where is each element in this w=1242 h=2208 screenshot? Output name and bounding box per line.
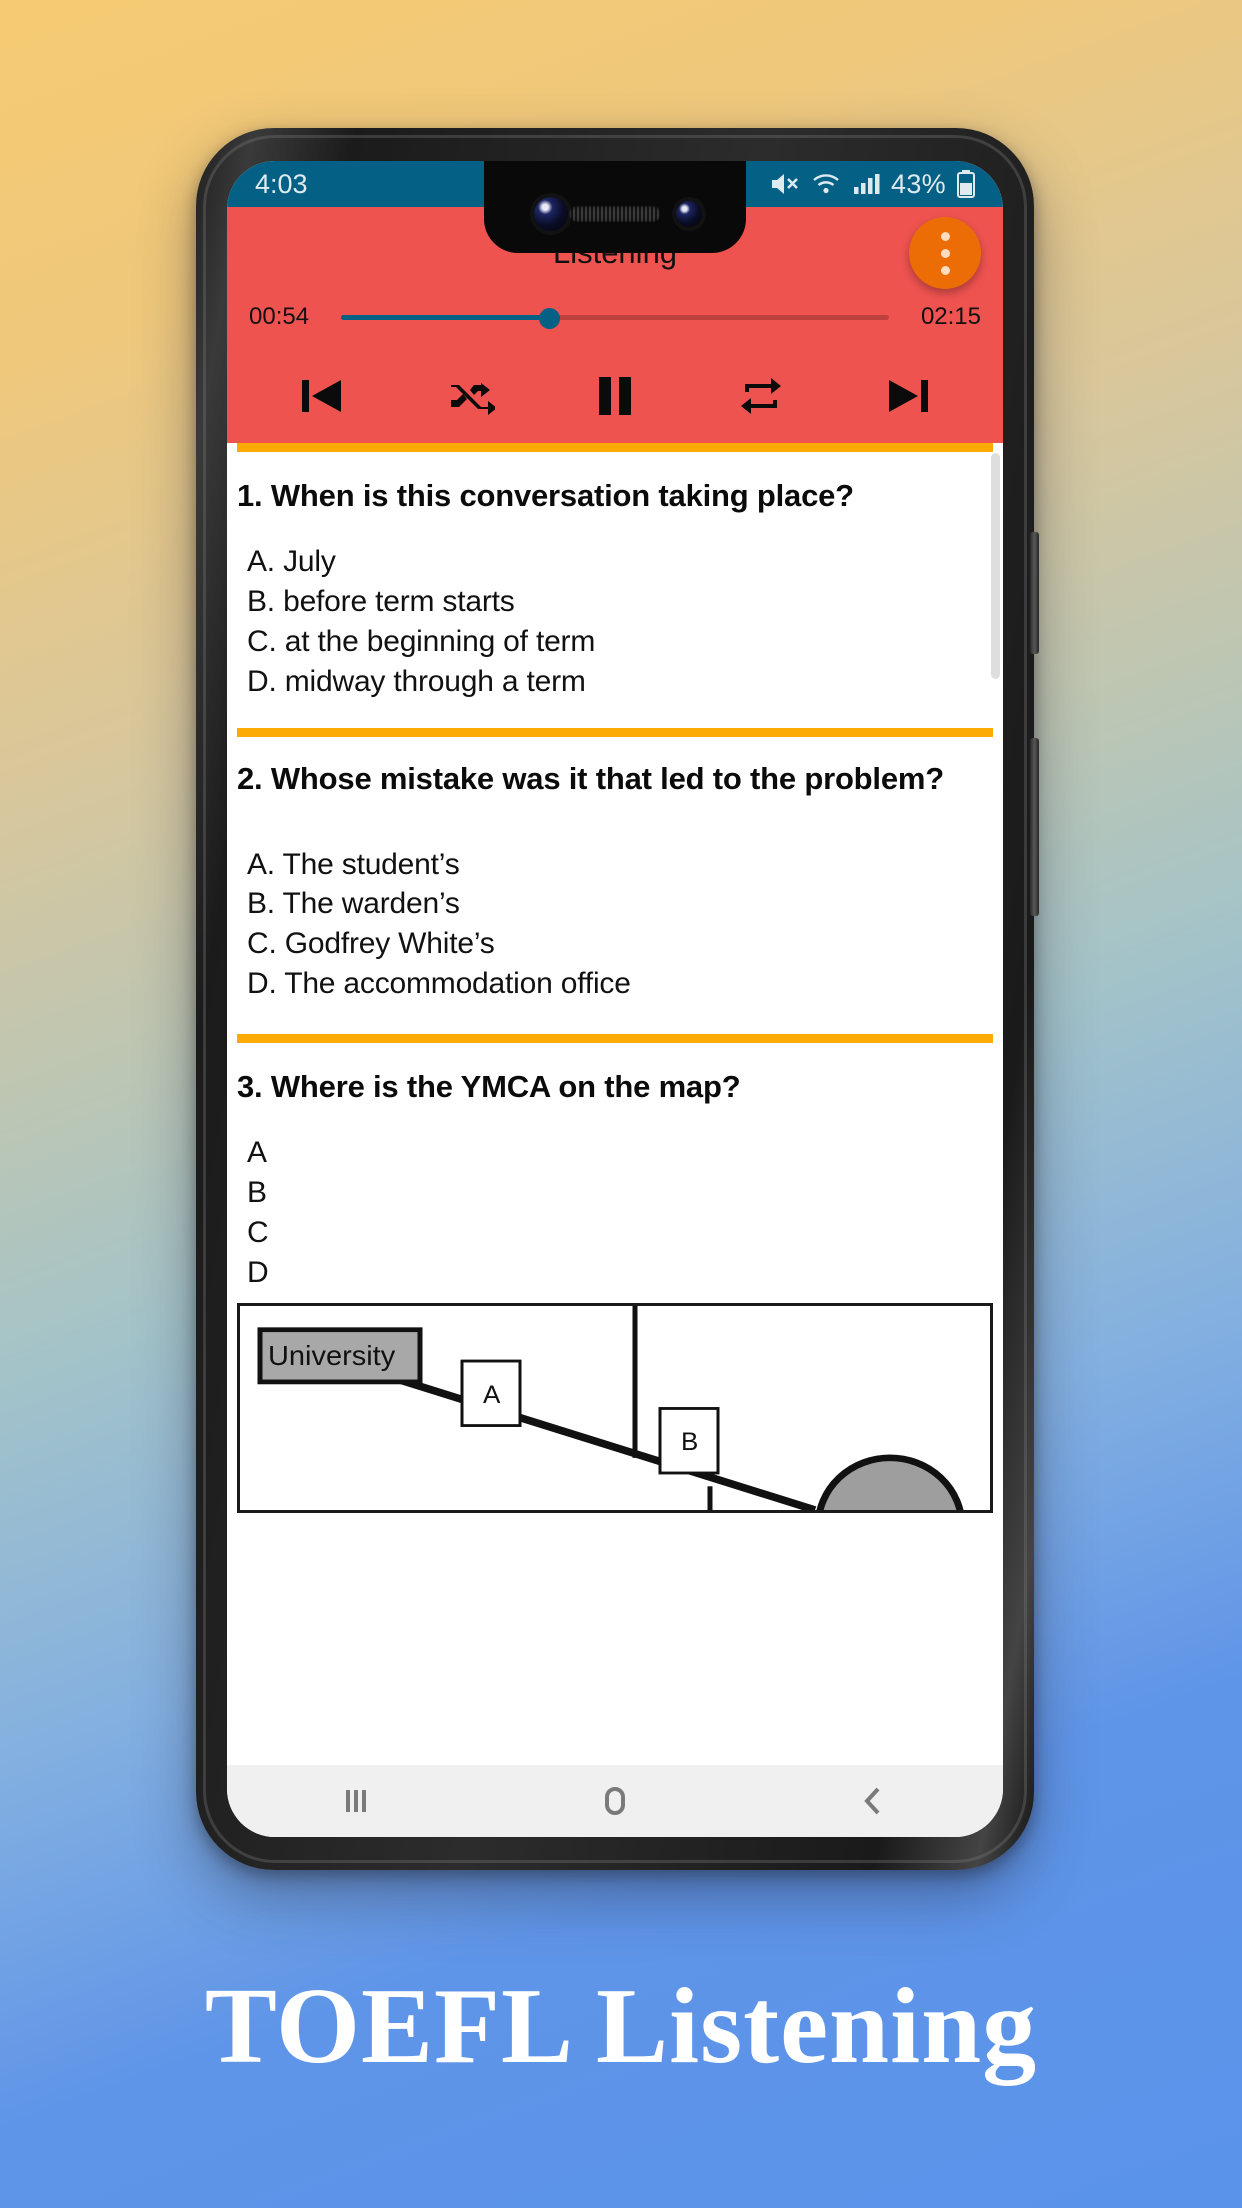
phone-frame [196, 128, 1034, 1870]
question-options [237, 514, 993, 728]
option-a[interactable]: A. The student’s [247, 847, 460, 881]
option-c[interactable]: C. Godfrey White’s [247, 927, 495, 961]
dot-icon [941, 232, 950, 241]
option-a[interactable]: A. July [247, 545, 336, 578]
option-b[interactable]: B [247, 1176, 267, 1210]
seek-fill [341, 315, 549, 320]
question-options [237, 1105, 993, 1303]
question-item [227, 1043, 1003, 1303]
next-track-button[interactable] [870, 358, 946, 434]
dot-icon [941, 266, 950, 275]
phone-screen [227, 161, 1003, 1837]
option-b[interactable]: B. before term starts [247, 584, 515, 618]
map-university-label: University [268, 1339, 396, 1371]
battery-percent-label: 43% [891, 168, 946, 199]
total-time-label: 02:15 [920, 303, 981, 330]
map-figure [237, 1303, 993, 1513]
option-b[interactable]: B. The warden’s [247, 887, 460, 921]
option-d[interactable]: D. The accommodation office [247, 967, 631, 1001]
section-divider [237, 443, 993, 452]
power-button[interactable] [1030, 532, 1039, 654]
app-caption: TOEFL Listening [204, 1967, 1038, 2086]
option-a[interactable]: A [247, 1136, 267, 1170]
question-title: 2. Whose mistake was it that led to the problem? [237, 760, 944, 796]
recents-icon [339, 1784, 373, 1818]
repeat-button[interactable] [723, 358, 799, 434]
option-d[interactable]: D. midway through a term [247, 664, 586, 698]
front-camera-secondary-icon [676, 201, 702, 227]
section-divider [237, 728, 993, 737]
question-item [227, 737, 1003, 1035]
option-d[interactable]: D [247, 1255, 269, 1289]
map-marker-a-label: A [483, 1381, 501, 1409]
dot-icon [941, 249, 950, 258]
previous-track-button[interactable] [284, 358, 360, 434]
home-icon [598, 1784, 632, 1818]
map-marker-b-label: B [681, 1428, 699, 1456]
notch [484, 161, 746, 253]
question-options [237, 797, 993, 1035]
seek-thumb[interactable] [539, 308, 560, 329]
wifi-icon [811, 171, 841, 197]
scrollbar-thumb[interactable] [991, 453, 1000, 679]
transport-controls [227, 353, 1003, 439]
front-camera-icon [534, 197, 568, 231]
back-icon [857, 1784, 891, 1818]
signal-icon [852, 171, 880, 197]
question-title: 1. When is this conversation taking place? [237, 478, 854, 513]
earpiece-speaker [569, 206, 661, 222]
status-bar-icons [770, 169, 975, 200]
question-item [227, 452, 1003, 728]
home-button[interactable] [555, 1765, 675, 1837]
option-c[interactable]: C [247, 1215, 269, 1249]
recents-button[interactable] [296, 1765, 416, 1837]
section-divider [237, 1034, 993, 1043]
android-nav-bar [227, 1765, 1003, 1837]
seek-row [227, 293, 1003, 341]
question-title: 3. Where is the YMCA on the map? [237, 1069, 741, 1105]
mute-icon [770, 171, 800, 197]
back-button[interactable] [814, 1765, 934, 1837]
option-c[interactable]: C. at the beginning of term [247, 624, 596, 658]
volume-button[interactable] [1030, 738, 1039, 916]
pause-button[interactable] [577, 358, 653, 434]
seek-slider[interactable] [341, 302, 889, 332]
quiz-scroll-area[interactable] [227, 443, 1003, 1765]
overflow-menu-button[interactable] [909, 217, 981, 289]
elapsed-time-label: 00:54 [249, 303, 310, 330]
battery-icon [957, 170, 975, 198]
shuffle-button[interactable] [431, 358, 507, 434]
status-bar-clock: 4:03 [255, 168, 308, 199]
